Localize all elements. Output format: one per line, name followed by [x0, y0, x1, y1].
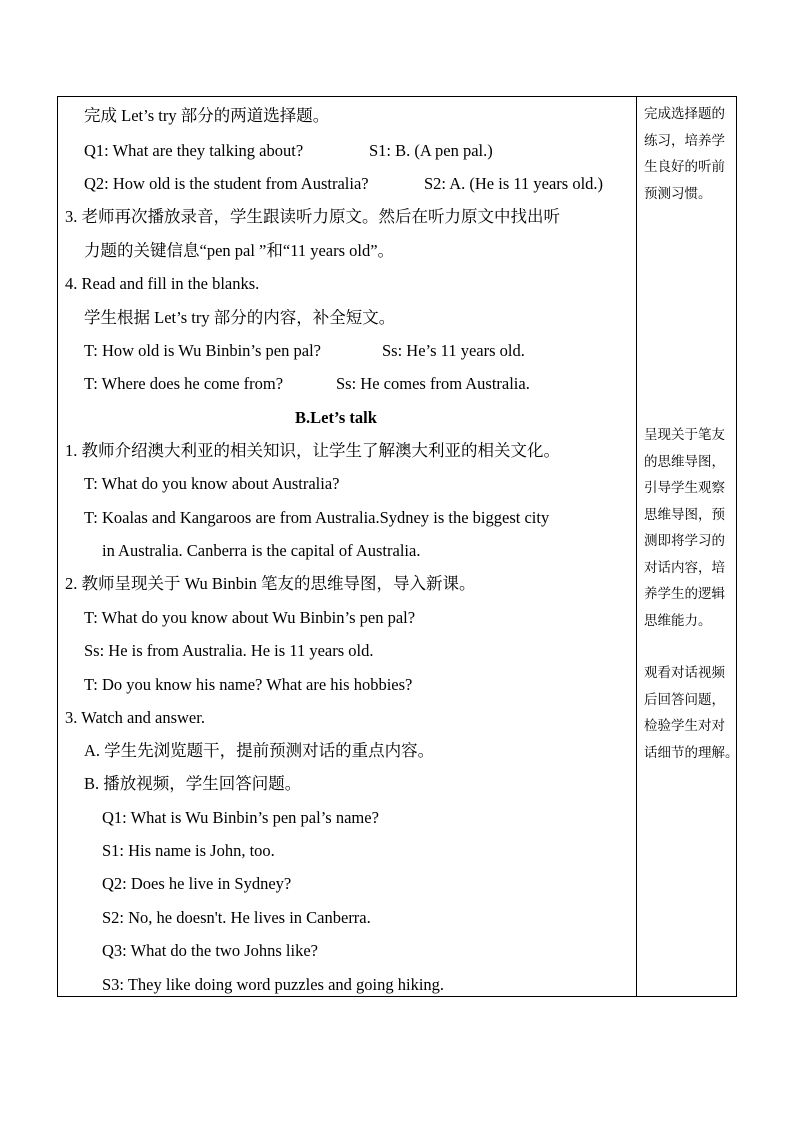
text-line: 4. Read and fill in the blanks. [65, 274, 260, 293]
text-line: Ss: He is from Australia. He is 11 years old. [84, 641, 374, 660]
note-line: 预测习惯。 [644, 185, 712, 201]
text-line: T: Where does he come from? [84, 374, 284, 393]
design-note [644, 101, 740, 207]
text-line: T: What do you know about Australia? [84, 474, 340, 493]
lesson-table [57, 96, 737, 997]
design-note [644, 660, 740, 766]
note-line: 养学生的逻辑 [644, 586, 725, 601]
text-line: S3: They like doing word puzzles and going hiking. [102, 975, 445, 994]
note-line: 引导学生观察 [644, 480, 725, 495]
text-line: 3. 老师再次播放录音，学生跟读听力原文。然后在听力原文中找出听 [65, 207, 560, 226]
note-line: 话细节的理解。 [644, 744, 739, 760]
note-line: 思维导图，预 [644, 506, 725, 522]
text-line: T: What do you know about Wu Binbin’s pen pal? [84, 608, 416, 627]
text-line: S1: B. (A pen pal.) [369, 141, 493, 160]
note-line: 测即将学习的 [644, 533, 725, 548]
text-line: Q3: What do the two Johns like? [102, 941, 318, 960]
text-line: T: How old is Wu Binbin’s pen pal? [84, 341, 321, 360]
text-line: T: Do you know his name? What are his hobbies? [84, 675, 413, 694]
text-line: S2: No, he doesn't. He lives in Canberra. [102, 908, 371, 927]
note-line: 观看对话视频 [644, 665, 725, 680]
section-heading: B.Let’s talk [295, 408, 377, 427]
text-line: Ss: He comes from Australia. [336, 374, 530, 393]
text-line: B. 播放视频，学生回答问题。 [84, 774, 302, 793]
text-line: 力题的关键信息“pen pal ”和“11 years old”。 [84, 241, 395, 260]
text-line: Q2: Does he live in Sydney? [102, 874, 292, 893]
note-line: 检验学生对对 [644, 718, 725, 733]
note-line: 对话内容，培 [644, 559, 725, 575]
text-line: S2: A. (He is 11 years old.) [424, 174, 604, 193]
text-line: A. 学生先浏览题干，提前预测对话的重点内容。 [84, 741, 435, 760]
note-line: 生良好的听前 [644, 159, 725, 174]
text-line: 学生根据 Let’s try 部分的内容，补全短文。 [84, 308, 396, 327]
design-note [644, 422, 740, 634]
purpose-column [637, 97, 737, 996]
text-line: T: Koalas and Kangaroos are from Australia.Sydney is the biggest city [84, 508, 550, 527]
note-line: 呈现关于笔友 [644, 427, 725, 442]
note-line: 练习，培养学 [644, 132, 725, 148]
text-line: 完成 Let’s try 部分的两道选择题。 [84, 106, 330, 125]
note-line: 后回答问题， [644, 691, 725, 707]
text-line: 2. 教师呈现关于 Wu Binbin 笔友的思维导图，导入新课。 [65, 574, 476, 593]
activity-column [58, 97, 636, 996]
text-line: Ss: He’s 11 years old. [382, 341, 525, 360]
text-line: Q2: How old is the student from Australia? [84, 174, 369, 193]
note-line: 的思维导图， [644, 453, 725, 469]
text-line: Q1: What are they talking about? [84, 141, 304, 160]
text-line: in Australia. Canberra is the capital of Australia. [102, 541, 421, 560]
text-line: Q1: What is Wu Binbin’s pen pal’s name? [102, 808, 379, 827]
text-line: S1: His name is John, too. [102, 841, 275, 860]
text-line: 3. Watch and answer. [65, 708, 205, 727]
text-line: 1. 教师介绍澳大利亚的相关知识，让学生了解澳大利亚的相关文化。 [65, 441, 560, 460]
note-line: 思维能力。 [644, 612, 712, 628]
note-line: 完成选择题的 [644, 106, 725, 121]
